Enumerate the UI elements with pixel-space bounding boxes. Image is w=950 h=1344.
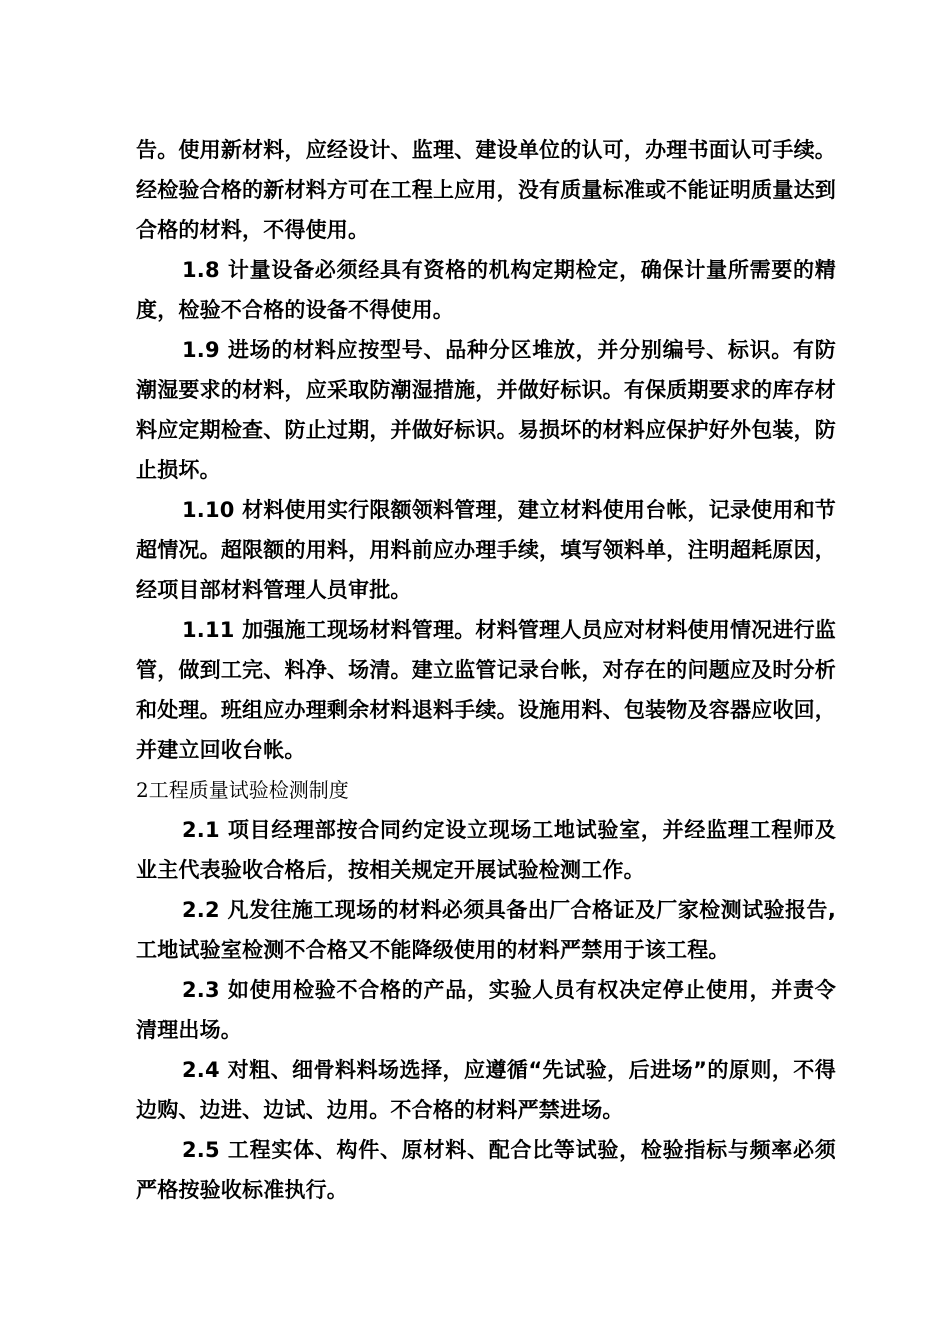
- paragraph-2-2: 2.2 凡发往施工现场的材料必须具备出厂合格证及厂家检测试验报告,工地试验室检测不合格又不能降级使用的材料严禁用于该工程。: [136, 898, 836, 962]
- document-body: [136, 130, 836, 1210]
- paragraph-1-8: 1.8 计量设备必须经具有资格的机构定期检定，确保计量所需要的精度，检验不合格的设备不得使用。: [136, 258, 836, 322]
- paragraph-1-10: 1.10 材料使用实行限额领料管理，建立材料使用台帐，记录使用和节超情况。超限额的用料，用料前应办理手续，填写领料单，注明超耗原因，经项目部材料管理人员审批。: [136, 498, 836, 602]
- paragraph-continuation: 告。使用新材料，应经设计、监理、建设单位的认可，办理书面认可手续。经检验合格的新材料方可在工程上应用，没有质量标准或不能证明质量达到合格的材料，不得使用。: [136, 138, 836, 242]
- paragraph-2-1: 2.1 项目经理部按合同约定设立现场工地试验室，并经监理工程师及业主代表验收合格后，按相关规定开展试验检测工作。: [136, 818, 836, 882]
- paragraph-1-9: 1.9 进场的材料应按型号、品种分区堆放，并分别编号、标识。有防潮湿要求的材料，应采取防潮湿措施，并做好标识。有保质期要求的库存材料应定期检查、防止过期，并做好标识。易损坏的材料应保护好外包装，防止损坏。: [136, 338, 836, 482]
- paragraph-1-11: 1.11 加强施工现场材料管理。材料管理人员应对材料使用情况进行监管，做到工完、料净、场清。建立监管记录台帐，对存在的问题应及时分析和处理。班组应办理剩余材料退料手续。设施用料、包装物及容器应收回，并建立回收台帐。: [136, 618, 836, 762]
- paragraph-2-5: 2.5 工程实体、构件、原材料、配合比等试验，检验指标与频率必须严格按验收标准执行。: [136, 1138, 836, 1202]
- paragraph-2-3: 2.3 如使用检验不合格的产品，实验人员有权决定停止使用，并责令清理出场。: [136, 978, 836, 1042]
- section-heading: 2工程质量试验检测制度: [136, 778, 349, 802]
- paragraph-2-4: 2.4 对粗、细骨料料场选择，应遵循“先试验，后进场”的原则，不得边购、边进、边试、边用。不合格的材料严禁进场。: [136, 1058, 836, 1122]
